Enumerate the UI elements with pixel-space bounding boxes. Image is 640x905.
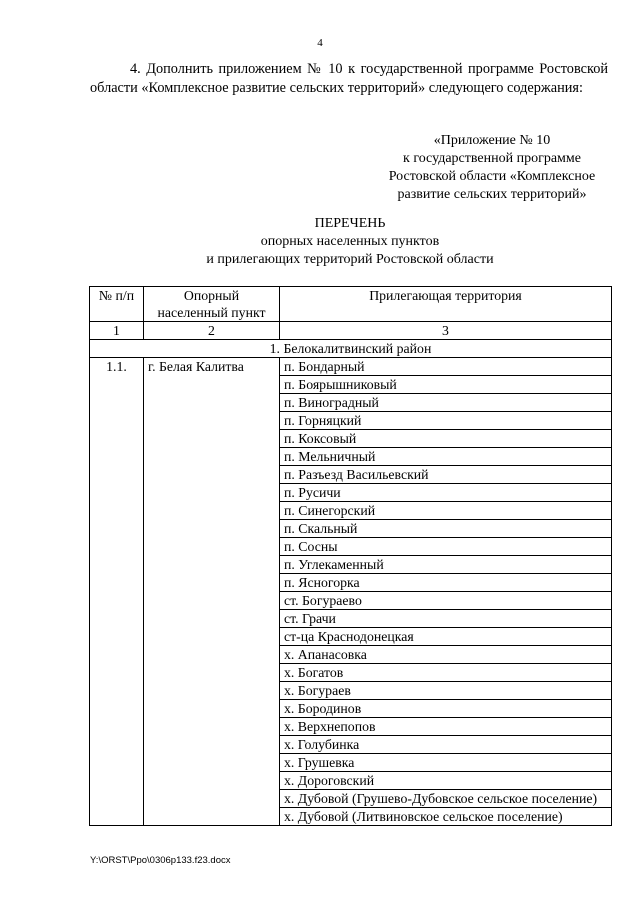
district-name: 1. Белокалитвинский район (90, 340, 612, 358)
territory-cell: ст. Богураево (280, 592, 612, 610)
appendix-line: «Приложение № 10 (433, 133, 551, 148)
territory-cell: х. Богураев (280, 682, 612, 700)
territory-cell: х. Апанасовка (280, 646, 612, 664)
appendix-caption (372, 132, 612, 204)
territory-cell: х. Дубовой (Грушево-Дубовское сельское поселение) (280, 790, 612, 808)
heading-subtitle: опорных населенных пунктов (260, 234, 440, 249)
territory-cell: п. Коксовый (280, 430, 612, 448)
column-number: 2 (144, 322, 280, 340)
appendix-line: к государственной программе (403, 151, 581, 166)
territory-cell: п. Боярышниковый (280, 376, 612, 394)
territory-cell: х. Бородинов (280, 700, 612, 718)
territory-cell: п. Мельничный (280, 448, 612, 466)
column-number: 3 (280, 322, 612, 340)
list-heading (90, 215, 610, 269)
territory-cell: х. Дубовой (Литвиновское сельское поселение) (280, 808, 612, 826)
territory-cell: п. Бондарный (280, 358, 612, 376)
row-settlement: г. Белая Калитва (144, 358, 280, 826)
territory-cell: п. Разъезд Васильевский (280, 466, 612, 484)
territory-cell: х. Голубинка (280, 736, 612, 754)
header-settlement: Опорный населенный пункт (144, 287, 280, 322)
territory-cell: х. Дороговский (280, 772, 612, 790)
territory-cell: х. Богатов (280, 664, 612, 682)
table-header-row (90, 287, 612, 322)
page-number: 4 (317, 37, 323, 49)
territory-cell: п. Горняцкий (280, 412, 612, 430)
territory-cell: ст. Грачи (280, 610, 612, 628)
settlements-table (89, 286, 612, 826)
territory-cell: п. Русичи (280, 484, 612, 502)
heading-title: ПЕРЕЧЕНЬ (314, 216, 386, 231)
district-row (90, 340, 612, 358)
territory-cell: х. Верхнепопов (280, 718, 612, 736)
header-territory: Прилегающая территория (280, 287, 612, 322)
heading-subtitle: и прилегающих территорий Ростовской области (206, 252, 494, 267)
territory-cell: п. Скальный (280, 520, 612, 538)
column-number-row (90, 322, 612, 340)
territory-cell: ст-ца Краснодонецкая (280, 628, 612, 646)
territory-cell: п. Углекаменный (280, 556, 612, 574)
territory-cell: х. Грушевка (280, 754, 612, 772)
file-path-footer: Y:\ORST\Ppo\0306p133.f23.docx (90, 855, 231, 866)
appendix-line: развитие сельских территорий» (397, 187, 587, 202)
appendix-line: Ростовской области «Комплексное (388, 169, 596, 184)
table-row (90, 358, 612, 376)
row-number: 1.1. (90, 358, 144, 826)
territory-cell: п. Сосны (280, 538, 612, 556)
territory-cell: п. Виноградный (280, 394, 612, 412)
header-number: № п/п (90, 287, 144, 322)
territory-cell: п. Ясногорка (280, 574, 612, 592)
territory-cell: п. Синегорский (280, 502, 612, 520)
column-number: 1 (90, 322, 144, 340)
intro-paragraph: 4. Дополнить приложением № 10 к государственной программе Ростовской области «Комплексное развитие сельских территорий» следующего содержания: (90, 61, 608, 96)
